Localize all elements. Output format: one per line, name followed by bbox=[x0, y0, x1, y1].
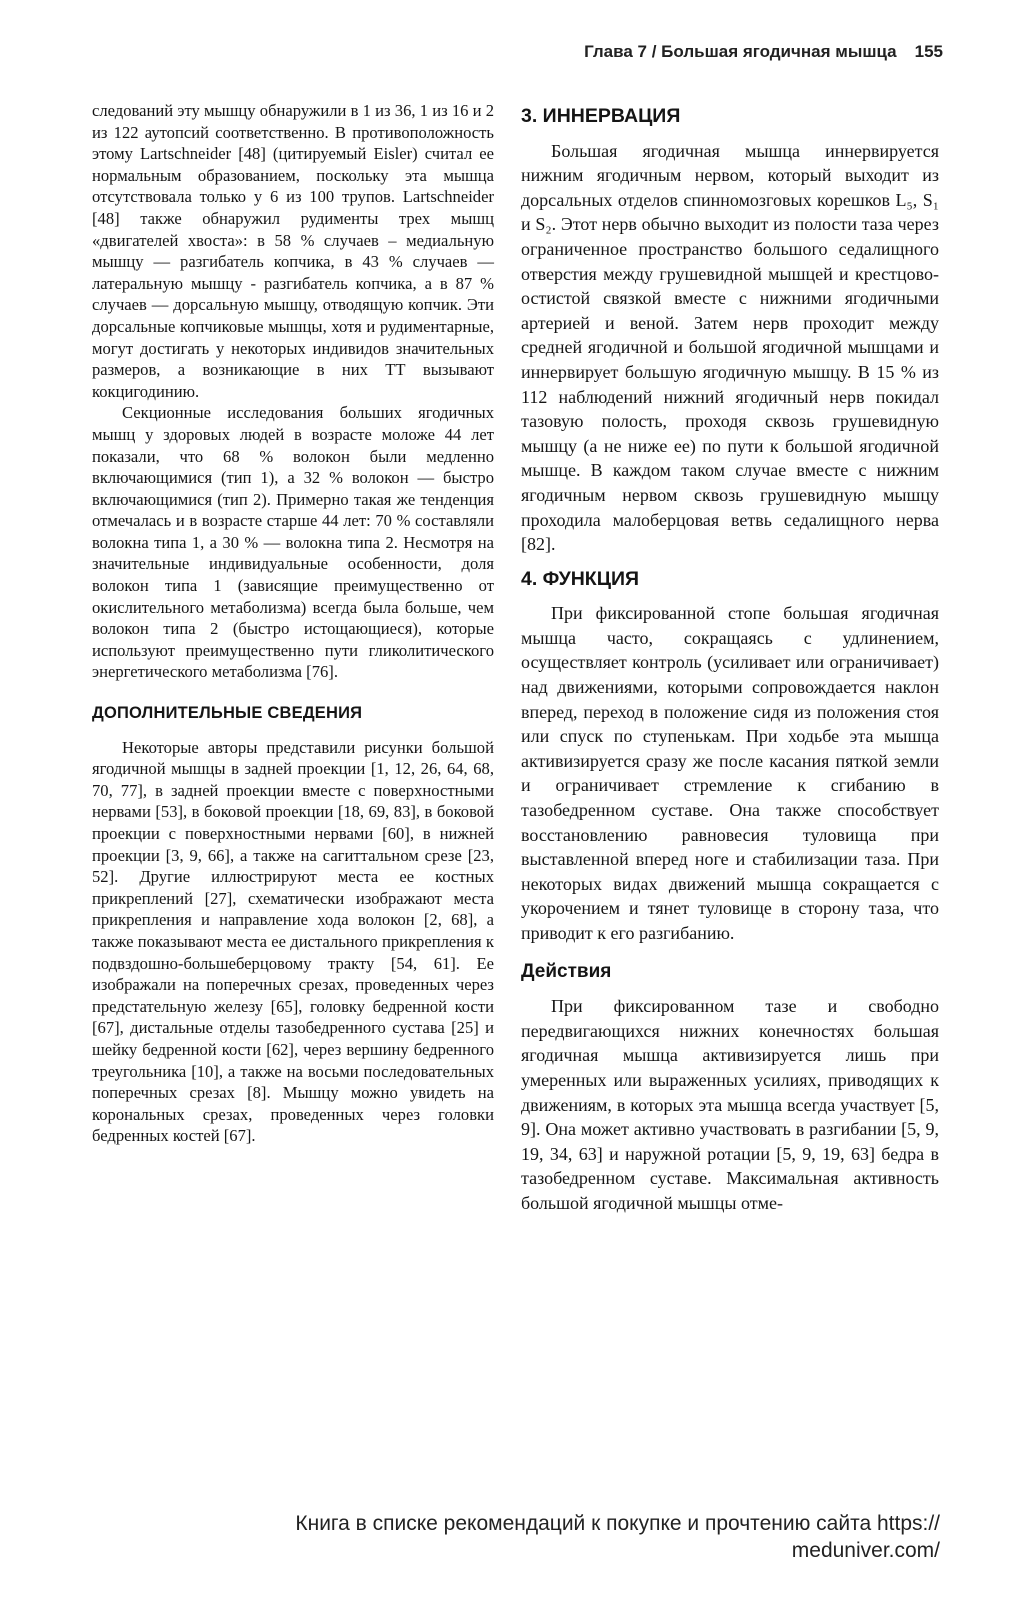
running-header bbox=[584, 42, 943, 62]
paragraph-continuation: следований эту мышцу обнаружили в 1 из 36, 1 из 16 и 2 из 122 аутопсий соответственно. В противоположность этому Lartschneider [48] (цитируемый Eisler) считал ее нормальным образованием, поскольку эта мышца отсутствовала только у 6 из 100 трупов. Lartschneider [48] также обнаружил рудименты трех мышц «двигателей хвоста»: в 58 % случаев – медиальную мышцу — разгибатель копчика, в 43 % случаев — латеральную мышцу - разгибатель копчика, а в 87 % случаев — дорсальную мышцу, отводящую копчик. Эти дорсальные копчиковые мышцы, хотя и рудиментарные, могут достигать у некоторых индивидов значительных размеров, а возникающие в них ТТ вызывают кокцигодинию. bbox=[92, 101, 494, 401]
page-number: 155 bbox=[914, 42, 943, 61]
paragraph-innervation: Большая ягодичная мышца иннервируется нижним ягодичным нервом, который выходит из дорсальных отделов спинномозговых корешков L₅, S₁ и S₂. Этот нерв обычно выходит из полости таза через ограниченное пространство большого седалищного отверстия между грушевидной мышцей и крестцово-остистой связкой вместе с нижними ягодичными артерией и веной. Затем нерв проходит между средней ягодичной и большой ягодичной мышцами и иннервирует большую ягодичную мышцу. В 15 % из 112 наблюдений нижний ягодичный нерв покидал тазовую полость, проходя сквозь грушевидную мышцу (а не ниже ее) по пути к большой ягодичной мышце. В каждом таком случае вместе с нижним ягодичным нервом сквозь грушевидную мышцу проходила малоберцовая ветвь седалищного нерва [82]. bbox=[521, 140, 939, 555]
chapter-title: Глава 7 / Большая ягодичная мышца bbox=[584, 42, 897, 61]
subsection-heading-actions: Действия bbox=[521, 960, 612, 982]
section-heading-innervation: 3. ИННЕРВАЦИЯ bbox=[521, 105, 681, 127]
watermark-footer bbox=[170, 1510, 940, 1564]
footer-line-2: meduniver.com/ bbox=[791, 1539, 940, 1562]
section-heading-function: 4. ФУНКЦИЯ bbox=[521, 567, 639, 590]
footer-line-1: Книга в списке рекомендаций к покупке и прочтению сайта https:// bbox=[295, 1512, 940, 1535]
paragraph-fiber-types: Секционные исследования больших ягодичных мышц у здоровых людей в возрасте моложе 44 лет показали, что 68 % волокон были медленно включающимися (тип 1), а 32 % волокон — быстро включающимися (тип 2). Примерно такая же тенденция отмечалась и в возрасте старше 44 лет: 70 % составляли волокна типа 1, а 30 % — волокна типа 2. Несмотря на значительные индивидуальные особенности, доля волокон типа 1 (зависящие преимущественно от окислительного метаболизма) всегда была больше, чем волокон типа 2 (быстро истощающиеся), которые используют преимущественно пути гликолитического энергетического метаболизма [76]. bbox=[92, 403, 494, 682]
section-heading-additional-info: ДОПОЛНИТЕЛЬНЫЕ СВЕДЕНИЯ bbox=[92, 704, 363, 723]
paragraph-actions: При фиксированном тазе и свободно передвигающихся нижних конечностях большая ягодичная мышца активизируется лишь при умеренных или выраженных усилиях, приводящих к движениям, в которых эта мышца всегда участвует [5, 9]. Она может активно участвовать в разгибании [5, 9, 19, 34, 63] и наружной ротации [5, 9, 19, 63] бедра в тазобедренном суставе. Максимальная активность большой ягодичной мышцы отме- bbox=[521, 996, 939, 1213]
paragraph-illustrations: Некоторые авторы представили рисунки большой ягодичной мышцы в задней проекции [1, 12, 26, 64, 68, 70, 77], в задней проекции вместе с поверхностными нервами [53], в боковой проекции [18, 69, 83], в боковой проекции с поверхностными нервами [60], в нижней проекции [3, 9, 66], а также на сагиттальном срезе [23, 52]. Другие иллюстрируют места ее костных прикреплений [27], схематически изображают места прикрепления и направление хода волокон [2, 68], а также показывают места ее дистального прикрепления к подвздошно-большеберцовому тракту [54, 61]. Ее изображали на поперечных срезах, проведенных через предстательную железу [65], головку бедренной кости [67], дистальные отделы тазобедренного сустава [25] и шейку бедренной кости [62], через вершину бедренного треугольника [10], а также на восьми последовательных поперечных срезах [8]. Мышцу можно увидеть на корональных срезах, проведенных через головки бедренных костей [67]. bbox=[92, 737, 494, 1146]
paragraph-function: При фиксированной стопе большая ягодичная мышца часто, сокращаясь с удлинением, осуществляет контроль (усиливает или ограничивает) над движениями, которыми сопровождается наклон вперед, переход в положение сидя из положения стоя или спуск по ступенькам. При ходьбе эта мышца активизируется сразу же после касания пяткой земли и ограничивает стремление к сгибанию в тазобедренном суставе. Она также способствует восстановлению равновесия туловища при выставленной вперед ноге и стабилизации таза. При некоторых видах движений мышца сокращается с укорочением и тянет туловище в сторону таза, что приводит к его разгибанию. bbox=[521, 603, 939, 943]
left-column bbox=[92, 100, 494, 1147]
right-column bbox=[521, 104, 939, 1216]
